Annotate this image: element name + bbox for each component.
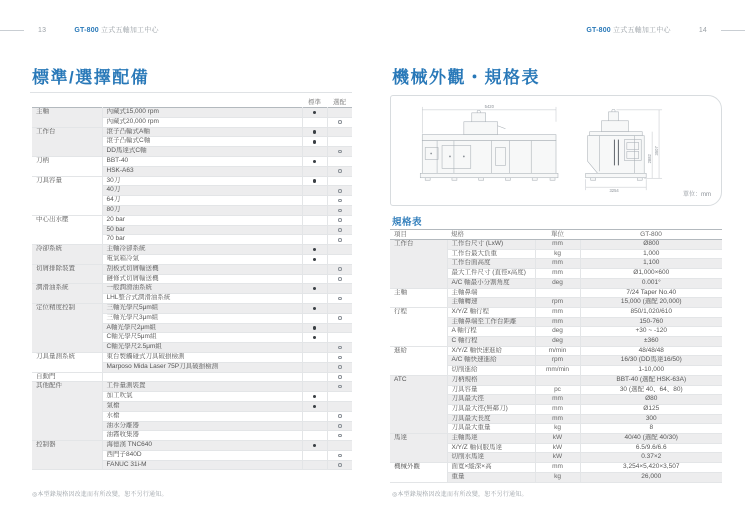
spec-row [390,463,722,473]
optional-dot [338,346,342,350]
spec-name-cell: 刀柄規格 [447,375,535,385]
equipment-optional-cell [327,303,352,313]
spec-row [390,288,722,298]
optional-column-header: 選配 [333,99,346,106]
spec-value-cell: 1,000 [580,249,722,259]
spec-value-cell: Ø80 [580,395,722,405]
spec-row [390,307,722,317]
equipment-standard-cell [302,215,327,225]
equipment-row [32,352,352,362]
equipment-row [32,176,352,186]
optional-dot [338,189,342,193]
standard-dot [313,287,317,291]
dim-inner-height-label: 2882 [647,154,653,164]
equipment-optional-cell [327,156,352,166]
standard-dot [313,130,317,134]
spec-unit-cell [535,375,580,385]
spec-name-cell: A/C 軸快速進給 [447,356,535,366]
spec-name-cell: A/C 軸最小分割角度 [447,278,535,288]
spec-name-cell: 主軸馬達 [447,434,535,444]
optional-dot [338,238,342,242]
equipment-item-cell: C軸光學尺5μm組 [102,333,302,343]
equipment-row [32,303,352,313]
model-name: GT-800 [74,27,99,34]
equipment-standard-cell [302,205,327,215]
spec-header-row [390,230,722,240]
spec-name-cell: 刀具最大長度 [447,414,535,424]
equipment-standard-cell [302,372,327,382]
footnote-left: ◎本型錄規格因改進而有所改變，恕不另行通知。 [32,492,168,498]
optional-dot [338,375,342,379]
equipment-category-cell: 工作台 [32,127,102,156]
spec-unit-cell: mm [535,395,580,405]
header-rule-right [721,30,745,31]
spec-category-cell: 工作台 [390,240,447,289]
optional-dot [338,150,342,154]
spec-value-cell: 8 [580,424,722,434]
equipment-optional-cell [327,382,352,392]
equipment-row [32,108,352,118]
header-rule-left [0,30,24,31]
spec-category-cell: 進給 [390,346,447,375]
spec-header-spec: 規格 [447,230,535,240]
model-subtitle: 立式五軸加工中心 [613,27,671,34]
equipment-row [32,382,352,392]
spec-category-cell: 機械外觀 [390,463,447,482]
spec-unit-cell: mm [535,269,580,279]
equipment-row [32,245,352,255]
optional-dot [338,277,342,281]
equipment-standard-cell [302,196,327,206]
equipment-column-headers [32,97,352,106]
spec-value-cell: 16/30 (DD馬達16/50) [580,356,722,366]
dim-bottom-label: 3254 [609,188,619,194]
standard-dot [313,307,317,311]
equipment-standard-cell [302,225,327,235]
equipment-item-cell: DD馬達式C軸 [102,147,302,157]
equipment-item-cell: 鏈條式切屑輸送機 [102,274,302,284]
equipment-category-cell: 潤滑油系統 [32,284,102,304]
equipment-standard-cell [302,108,327,118]
equipment-item-cell: C軸光學尺2.5μm組 [102,343,302,353]
spec-unit-cell: m/min [535,346,580,356]
machine-outline-drawing [391,96,721,205]
unit-label: 單位：mm [683,192,711,198]
spec-unit-cell: kW [535,453,580,463]
spec-value-cell: +30 ~ -120 [580,327,722,337]
equipment-optional-cell [327,362,352,372]
equipment-optional-cell [327,450,352,460]
spec-name-cell: 面寬×縱深×高 [447,463,535,473]
optional-dot [338,365,342,369]
equipment-item-cell: 三軸光學尺5μm組 [102,303,302,313]
equipment-optional-cell [327,127,352,137]
spec-table [390,229,722,483]
spec-value-cell: 3,254×5,420×3,507 [580,463,722,473]
equipment-optional-cell [327,205,352,215]
equipment-standard-cell [302,264,327,274]
spec-name-cell: 刀具最大徑(無鄰刀) [447,404,535,414]
equipment-category-cell: 冷卻系統 [32,245,102,265]
spec-unit-cell: deg [535,278,580,288]
equipment-item-cell [102,372,302,382]
equipment-optional-cell [327,352,352,362]
equipment-category-cell: 中心出水壓 [32,215,102,244]
spec-name-cell: 刀具最大徑 [447,395,535,405]
equipment-item-cell: 40刀 [102,186,302,196]
equipment-category-cell: 其他配件 [32,382,102,441]
spec-value-cell: 7/24 Taper No.40 [580,288,722,298]
spec-name-cell: X/Y/Z 軸伺服馬達 [447,443,535,453]
spec-name-cell: 切削進給 [447,366,535,376]
equipment-standard-cell [302,166,327,176]
optional-dot [338,199,342,203]
equipment-optional-cell [327,254,352,264]
spec-name-cell: C 軸行程 [447,337,535,347]
equipment-item-cell: 一般潤滑油系統 [102,284,302,294]
equipment-optional-cell [327,392,352,402]
equipment-optional-cell [327,333,352,343]
equipment-row [32,372,352,382]
equipment-item-cell: 64刀 [102,196,302,206]
spec-unit-cell: pc [535,385,580,395]
equipment-item-cell: 30刀 [102,176,302,186]
equipment-item-cell: 海德漢 TNC640 [102,441,302,451]
equipment-item-cell: 水槍 [102,411,302,421]
equipment-standard-cell [302,245,327,255]
equipment-item-cell: 氣槍 [102,401,302,411]
equipment-category-cell: 自動門 [32,372,102,382]
spec-category-cell: ATC [390,375,447,433]
standard-dot [313,179,317,183]
spec-unit-cell: kg [535,424,580,434]
equipment-optional-cell [327,441,352,451]
equipment-category-cell: 主軸 [32,108,102,128]
equipment-optional-cell [327,147,352,157]
equipment-row [32,264,352,274]
equipment-optional-cell [327,117,352,127]
equipment-optional-cell [327,264,352,274]
optional-dot [338,316,342,320]
equipment-optional-cell [327,431,352,441]
equipment-standard-cell [302,294,327,304]
spec-name-cell: 最大工件尺寸 (直徑x高度) [447,269,535,279]
equipment-standard-cell [302,460,327,470]
equipment-optional-cell [327,186,352,196]
standard-dot [313,258,317,262]
machine-front-view [420,104,558,180]
equipment-category-cell: 控制器 [32,441,102,470]
spec-value-cell: Ø1,000×600 [580,269,722,279]
machine-drawing-panel [390,95,722,206]
optional-dot [338,454,342,458]
optional-dot [338,297,342,301]
optional-dot [338,228,342,232]
equipment-optional-cell [327,235,352,245]
equipment-optional-cell [327,225,352,235]
standard-dot [313,160,317,164]
standard-dot [313,444,317,448]
spec-category-cell: 馬達 [390,434,447,463]
spec-value-cell: 300 [580,414,722,424]
spec-value-cell: 15,000 (選配 20,000) [580,298,722,308]
spec-name-cell: 主軸鼻端 [447,288,535,298]
equipment-standard-cell [302,323,327,333]
equipment-item-cell: FANUC 31i-M [102,460,302,470]
spec-name-cell: 主軸鼻端至工作台距離 [447,317,535,327]
equipment-row [32,156,352,166]
standard-dot [313,111,317,115]
equipment-category-cell: 刀柄 [32,156,102,176]
spec-name-cell: 工作台尺寸 (LxW) [447,240,535,250]
standard-dot [313,395,317,399]
equipment-category-cell: 刀具量測系統 [32,352,102,372]
spec-unit-cell: kW [535,434,580,444]
equipment-row [32,441,352,451]
equipment-item-cell: 內藏式20,000 rpm [102,117,302,127]
spec-value-cell: 30 (選配 40、64、80) [580,385,722,395]
equipment-standard-cell [302,176,327,186]
equipment-item-cell: 70 bar [102,235,302,245]
equipment-row [32,284,352,294]
equipment-standard-cell [302,313,327,323]
spec-name-cell: X/Y/Z 軸快速進給 [447,346,535,356]
standard-dot [313,405,317,409]
equipment-item-cell: 西門子840D [102,450,302,460]
standard-dot [313,326,317,330]
equipment-standard-cell [302,186,327,196]
equipment-standard-cell [302,362,327,372]
spec-row [390,375,722,385]
equipment-item-cell: 80刀 [102,205,302,215]
equipment-standard-cell [302,431,327,441]
spec-page-title: 機械外觀・規格表 [392,68,540,87]
equipment-optional-cell [327,137,352,147]
optional-dot [338,356,342,360]
equipment-item-cell: 主軸冷卻系統 [102,245,302,255]
spec-name-cell: X/Y/Z 軸行程 [447,307,535,317]
equipment-standard-cell [302,382,327,392]
spec-row [390,240,722,250]
equipment-item-cell: 油霧收集器 [102,431,302,441]
equipment-item-cell: BBT-40 [102,156,302,166]
spec-value-cell: 48/48/48 [580,346,722,356]
spec-value-cell: 150-760 [580,317,722,327]
equipment-optional-cell [327,323,352,333]
equipment-standard-cell [302,235,327,245]
equipment-optional-cell [327,401,352,411]
equipment-item-cell: LHL整合式潤滑油系統 [102,294,302,304]
spec-category-cell: 行程 [390,307,447,346]
spec-name-cell: 刀具最大重量 [447,424,535,434]
model-name: GT-800 [586,27,611,34]
machine-side-view [586,109,662,193]
equipment-optional-cell [327,176,352,186]
optional-dot [338,385,342,389]
spec-unit-cell: mm [535,317,580,327]
optional-dot [338,218,342,222]
spec-name-cell: 刀具容量 [447,385,535,395]
equipment-category-cell: 定位精度控制 [32,303,102,352]
optional-dot [338,169,342,173]
spec-name-cell: 主軸轉速 [447,298,535,308]
spec-name-cell: A 軸行程 [447,327,535,337]
spec-value-cell: 850/1,020/610 [580,307,722,317]
spec-unit-cell: mm [535,404,580,414]
equipment-item-cell: 加工吹氣 [102,392,302,402]
spec-value-cell: ±360 [580,337,722,347]
spec-unit-cell: rpm [535,356,580,366]
spec-name-cell: 工作台面高度 [447,259,535,269]
dim-height-label: 3507 [654,146,660,156]
optional-dot [338,434,342,438]
optional-dot [338,267,342,271]
optional-dot [338,463,342,467]
equipment-standard-cell [302,333,327,343]
equipment-standard-cell [302,450,327,460]
optional-dot [338,209,342,213]
equipment-standard-cell [302,274,327,284]
spec-header-item: 項目 [390,230,447,240]
equipment-standard-cell [302,401,327,411]
optional-dot [338,424,342,428]
spec-name-cell: 工作台最大負重 [447,249,535,259]
page-number-left: 13 [38,27,47,34]
equipment-item-cell: 滾子凸輪式C軸 [102,137,302,147]
optional-dot [338,414,342,418]
standard-dot [313,336,317,340]
equipment-item-cell: 油水分離器 [102,421,302,431]
standard-dot [313,248,317,252]
equipment-standard-cell [302,441,327,451]
spec-value-cell: Ø800 [580,240,722,250]
equipment-optional-cell [327,245,352,255]
equipment-standard-cell [302,284,327,294]
equipment-item-cell: 東台製觸碰式刀具破損檢測 [102,352,302,362]
footnote-right: ◎本型錄規格因改進而有所改變，恕不另行通知。 [392,492,528,498]
spec-header-model: GT-800 [580,230,722,240]
dim-top-label: 5420 [484,103,494,109]
equipment-optional-cell [327,274,352,284]
spec-unit-cell: mm [535,414,580,424]
spec-unit-cell: mm/min [535,366,580,376]
header-right [586,25,707,35]
equipment-optional-cell [327,460,352,470]
spec-unit-cell: rpm [535,298,580,308]
spec-value-cell: 1-10,000 [580,366,722,376]
equipment-standard-cell [302,343,327,353]
equipment-item-cell: 內藏式15,000 rpm [102,108,302,118]
spec-unit-cell: kW [535,443,580,453]
equipment-optional-cell [327,421,352,431]
equipment-optional-cell [327,196,352,206]
equipment-item-cell: 20 bar [102,215,302,225]
equipment-item-cell: 刮板式切屑輸送機 [102,264,302,274]
equipment-standard-cell [302,411,327,421]
equipment-optional-cell [327,294,352,304]
spec-unit-cell: kg [535,472,580,482]
equipment-standard-cell [302,137,327,147]
equipment-category-cell: 刀具容量 [32,176,102,215]
equipment-item-cell: 電氣箱冷氣 [102,254,302,264]
spec-value-cell: 0.001° [580,278,722,288]
spec-unit-cell: mm [535,259,580,269]
spec-header-unit: 單位 [535,230,580,240]
spec-unit-cell: deg [535,327,580,337]
equipment-optional-cell [327,215,352,225]
spec-unit-cell [535,288,580,298]
spec-value-cell: 6.5/9.6/6.6 [580,443,722,453]
page-number-right: 14 [698,27,707,34]
equipment-optional-cell [327,166,352,176]
spec-value-cell: BBT-40 (選配 HSK-63A) [580,375,722,385]
spec-value-cell: Ø125 [580,404,722,414]
equipment-standard-cell [302,127,327,137]
spec-category-cell: 主軸 [390,288,447,307]
spec-name-cell: 重量 [447,472,535,482]
equipment-standard-cell [302,392,327,402]
spec-row [390,434,722,444]
spec-unit-cell: mm [535,307,580,317]
title-divider [30,92,352,93]
equipment-item-cell: 滾子凸輪式A軸 [102,127,302,137]
equipment-standard-cell [302,421,327,431]
standard-column-header: 標準 [308,99,321,106]
equipment-optional-cell [327,108,352,118]
equipment-optional-cell [327,372,352,382]
spec-value-cell: 26,000 [580,472,722,482]
standard-dot [313,140,317,144]
model-subtitle: 立式五軸加工中心 [101,27,159,34]
spec-unit-cell: mm [535,240,580,250]
spec-value-cell: 0.37×2 [580,453,722,463]
equipment-standard-cell [302,117,327,127]
equipment-row [32,127,352,137]
equipment-standard-cell [302,156,327,166]
equipment-page-title: 標準/選擇配備 [32,68,150,87]
equipment-optional-cell [327,313,352,323]
optional-dot [338,120,342,124]
equipment-row [32,215,352,225]
equipment-item-cell: Marposo Mida Laser 75P刀具破損檢測 [102,362,302,372]
equipment-item-cell: 三軸光學尺3μm組 [102,313,302,323]
equipment-item-cell: HSK-A63 [102,166,302,176]
equipment-item-cell: 工件量測裝置 [102,382,302,392]
spec-name-cell: 切削水馬達 [447,453,535,463]
equipment-item-cell: 50 bar [102,225,302,235]
spec-unit-cell: mm [535,463,580,473]
equipment-standard-cell [302,147,327,157]
header-left [38,25,159,35]
equipment-optional-cell [327,284,352,294]
equipment-table [32,107,352,470]
equipment-standard-cell [302,352,327,362]
equipment-optional-cell [327,343,352,353]
spec-unit-cell: deg [535,337,580,347]
spec-unit-cell: kg [535,249,580,259]
spec-value-cell: 1,100 [580,259,722,269]
spec-row [390,346,722,356]
equipment-category-cell: 切屑排除裝置 [32,264,102,284]
equipment-optional-cell [327,411,352,421]
equipment-standard-cell [302,303,327,313]
equipment-standard-cell [302,254,327,264]
spec-value-cell: 40/40 (選配 40/30) [580,434,722,444]
equipment-item-cell: A軸光學尺2μm組 [102,323,302,333]
spec-table-title: 規格表 [392,217,423,228]
